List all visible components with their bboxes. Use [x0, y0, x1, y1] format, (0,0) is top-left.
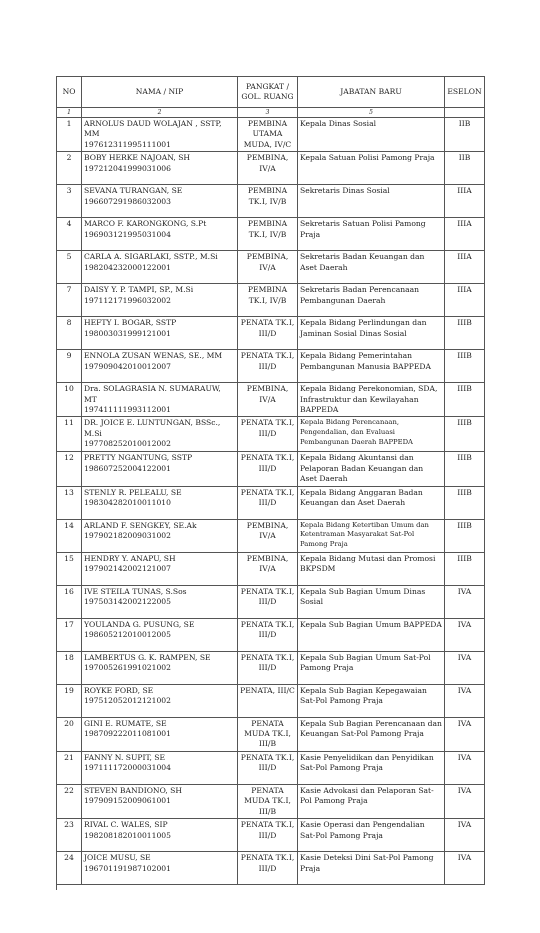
- table-row: [57, 350, 485, 383]
- employee-name: IVE STEILA TUNAS, S.Sos: [84, 586, 187, 596]
- name-nip-cell: [82, 383, 238, 417]
- employee-name: CARLA A. SIGARLAKI, SSTP., M.Si: [84, 252, 218, 262]
- name-nip-cell: [82, 417, 238, 452]
- employee-nip: 197112171996032002: [84, 295, 171, 305]
- rank-grade: PENATA TK.I, III/D: [238, 751, 298, 784]
- rank-grade: PENATA TK.I, III/D: [238, 618, 298, 651]
- table-row: [57, 651, 485, 684]
- new-position: Kasie Penyelidikan dan Penyidikan Sat-Pol Pamong Praja: [298, 751, 445, 784]
- row-number: 17: [57, 618, 82, 651]
- employee-nip: 198607252004122001: [84, 463, 171, 473]
- table-row: [57, 284, 485, 317]
- echelon: IIB: [445, 118, 485, 152]
- echelon: IIIA: [445, 218, 485, 251]
- column-number: 5: [298, 108, 445, 118]
- table-row: [57, 317, 485, 350]
- echelon: IVA: [445, 618, 485, 651]
- new-position: Kepala Sub Bagian Kepegawaian Sat-Pol Pamong Praja: [298, 684, 445, 717]
- rank-grade: PENATA MUDA TK.I, III/B: [238, 784, 298, 818]
- header-row: [57, 77, 485, 108]
- table-row: [57, 251, 485, 284]
- table-row: [57, 585, 485, 618]
- echelon: IIIB: [445, 417, 485, 452]
- employee-nip: 198709222011081001: [84, 729, 171, 739]
- new-position: Sekretaris Badan Keuangan dan Aset Daerah: [298, 251, 445, 284]
- row-number: 24: [57, 852, 82, 885]
- table-row: [57, 152, 485, 185]
- echelon: IIIA: [445, 284, 485, 317]
- row-number: 13: [57, 486, 82, 519]
- table-row: [57, 486, 485, 519]
- name-nip-cell: [82, 284, 238, 317]
- echelon: IIIB: [445, 486, 485, 519]
- echelon: IIIA: [445, 251, 485, 284]
- employee-nip: 196701191987102001: [84, 863, 171, 873]
- employee-name: JOICE MUSU, SE: [84, 853, 151, 863]
- rank-grade: PEMBINA, IV/A: [238, 152, 298, 185]
- employee-name: FANNY N. SUPIT, SE: [84, 752, 166, 762]
- row-number: 14: [57, 519, 82, 552]
- name-nip-cell: [82, 486, 238, 519]
- rank-grade: PEMBINA TK.I, IV/B: [238, 185, 298, 218]
- table-row: [57, 717, 485, 751]
- table-row: [57, 218, 485, 251]
- employee-name: Dra. SOLAGRASIA N. SUMARAUW, MT: [84, 384, 221, 404]
- rank-grade: PENATA TK.I, III/D: [238, 651, 298, 684]
- row-number: 8: [57, 317, 82, 350]
- name-nip-cell: [82, 784, 238, 818]
- rank-grade: PENATA TK.I, III/D: [238, 585, 298, 618]
- new-position: Sekretaris Satuan Polisi Pamong Praja: [298, 218, 445, 251]
- new-position: Sekretaris Dinas Sosial: [298, 185, 445, 218]
- header-eselon: ESELON: [445, 77, 485, 108]
- employee-nip: 197111172000031004: [84, 763, 171, 773]
- table-continuation-line: [56, 880, 57, 890]
- employee-nip: 198003031999121001: [84, 328, 171, 338]
- employee-name: ROYKE FORD, SE: [84, 685, 154, 695]
- new-position: Kepala Bidang Akuntansi dan Pelaporan Badan Keuangan dan Aset Daerah: [298, 452, 445, 486]
- rank-grade: PENATA MUDA TK.I, III/B: [238, 717, 298, 751]
- echelon: IIIB: [445, 519, 485, 552]
- employee-name: PRETTY NGANTUNG, SSTP: [84, 453, 193, 463]
- echelon: IVA: [445, 819, 485, 852]
- employee-name: BOBY HERKE NAJOAN, SH: [84, 153, 191, 163]
- employee-nip: 197909042010012007: [84, 361, 171, 371]
- header-pangkat: PANGKAT / GOL. RUANG: [238, 77, 298, 108]
- name-nip-cell: [82, 152, 238, 185]
- name-nip-cell: [82, 618, 238, 651]
- employee-name: YOULANDA G. PUSUNG, SE: [84, 619, 195, 629]
- row-number: 10: [57, 383, 82, 417]
- employee-name: MARCO F. KARONGKONG, S.Pt: [84, 219, 207, 229]
- column-number-row: [57, 108, 485, 118]
- employee-nip: 198204232000122001: [84, 262, 171, 272]
- new-position: Kepala Bidang Ketertiban Umum dan Ketentraman Masyarakat Sat-Pol Pamong Praja: [298, 519, 445, 552]
- table-row: [57, 185, 485, 218]
- name-nip-cell: [82, 350, 238, 383]
- echelon: IIB: [445, 152, 485, 185]
- new-position: Kepala Bidang Perencanaan, Pengendalian, dan Evaluasi Pembangunan Daerah BAPPEDA: [298, 417, 445, 452]
- echelon: IVA: [445, 784, 485, 818]
- name-nip-cell: [82, 519, 238, 552]
- row-number: 19: [57, 684, 82, 717]
- rank-grade: PEMBINA TK.I, IV/B: [238, 284, 298, 317]
- echelon: IIIB: [445, 552, 485, 585]
- employee-nip: 198605212010012005: [84, 630, 171, 640]
- employee-name: ARNOLUS DAUD WOLAJAN , SSTP, MM: [84, 119, 222, 139]
- rank-grade: PEMBINA UTAMA MUDA, IV/C: [238, 118, 298, 152]
- row-number: 1: [57, 118, 82, 152]
- new-position: Kepala Sub Bagian Umum Dinas Sosial: [298, 585, 445, 618]
- row-number: 2: [57, 152, 82, 185]
- echelon: IIIB: [445, 317, 485, 350]
- row-number: 20: [57, 717, 82, 751]
- employee-name: DAISY Y. P. TAMPI, SP., M.Si: [84, 285, 194, 295]
- name-nip-cell: [82, 317, 238, 350]
- row-number: 22: [57, 784, 82, 818]
- table-row: [57, 751, 485, 784]
- personnel-table: [56, 76, 485, 885]
- employee-nip: 197212041999031006: [84, 163, 171, 173]
- name-nip-cell: [82, 452, 238, 486]
- rank-grade: PENATA TK.I, III/D: [238, 417, 298, 452]
- employee-name: SEVANA TURANGAN, SE: [84, 186, 183, 196]
- name-nip-cell: [82, 585, 238, 618]
- row-number: 15: [57, 552, 82, 585]
- rank-grade: PEMBINA, IV/A: [238, 519, 298, 552]
- table-row: [57, 383, 485, 417]
- rank-grade: PEMBINA, IV/A: [238, 383, 298, 417]
- row-number: 11: [57, 417, 82, 452]
- row-number: 21: [57, 751, 82, 784]
- table-row: [57, 784, 485, 818]
- new-position: Kasie Advokasi dan Pelaporan Sat-Pol Pamong Praja: [298, 784, 445, 818]
- employee-nip: 197902182009031002: [84, 531, 171, 541]
- employee-name: HENDRY Y. ANAPU, SH: [84, 553, 176, 563]
- employee-nip: 197503142002122005: [84, 597, 171, 607]
- name-nip-cell: [82, 751, 238, 784]
- employee-nip: 196607291986032003: [84, 196, 171, 206]
- rank-grade: PENATA TK.I, III/D: [238, 852, 298, 885]
- name-nip-cell: [82, 218, 238, 251]
- name-nip-cell: [82, 717, 238, 751]
- rank-grade: PENATA TK.I, III/D: [238, 819, 298, 852]
- name-nip-cell: [82, 185, 238, 218]
- rank-grade: PENATA TK.I, III/D: [238, 452, 298, 486]
- new-position: Kepala Bidang Mutasi dan Promosi BKPSDM: [298, 552, 445, 585]
- echelon: IVA: [445, 717, 485, 751]
- name-nip-cell: [82, 651, 238, 684]
- new-position: Kepala Dinas Sosial: [298, 118, 445, 152]
- header-nama-nip: NAMA / NIP: [82, 77, 238, 108]
- table-row: [57, 852, 485, 885]
- echelon: IIIB: [445, 383, 485, 417]
- echelon: IIIB: [445, 452, 485, 486]
- employee-nip: 197512052012121002: [84, 696, 171, 706]
- employee-nip: 197005261991021002: [84, 663, 171, 673]
- echelon: IIIB: [445, 350, 485, 383]
- name-nip-cell: [82, 118, 238, 152]
- employee-name: GINI E. RUMATE, SE: [84, 718, 167, 728]
- employee-nip: 197909152009061001: [84, 796, 171, 806]
- employee-nip: 197411111993112001: [84, 405, 171, 415]
- table-row: [57, 417, 485, 452]
- name-nip-cell: [82, 684, 238, 717]
- new-position: Sekretaris Badan Perencanaan Pembangunan Daerah: [298, 284, 445, 317]
- table-row: [57, 618, 485, 651]
- employee-nip: 197708252010012002: [84, 439, 171, 449]
- name-nip-cell: [82, 852, 238, 885]
- row-number: 18: [57, 651, 82, 684]
- employee-name: HEFTY I. BOGAR, SSTP: [84, 318, 177, 328]
- employee-name: ARLAND F. SENGKEY, SE.Ak: [84, 520, 197, 530]
- name-nip-cell: [82, 819, 238, 852]
- new-position: Kepala Bidang Pemerintahan Pembangunan Manusia BAPPEDA: [298, 350, 445, 383]
- table-row: [57, 118, 485, 152]
- table-row: [57, 819, 485, 852]
- employee-nip: 198304282010011010: [84, 498, 171, 508]
- new-position: Kasie Deteksi Dini Sat-Pol Pamong Praja: [298, 852, 445, 885]
- new-position: Kepala Sub Bagian Umum Sat-Pol Pamong Praja: [298, 651, 445, 684]
- employee-name: ENNOLA ZUSAN WENAS, SE., MM: [84, 351, 223, 361]
- row-number: 12: [57, 452, 82, 486]
- column-number: 2: [82, 108, 238, 118]
- row-number: 9: [57, 350, 82, 383]
- new-position: Kepala Sub Bagian Umum BAPPEDA: [298, 618, 445, 651]
- employee-name: DR. JOICE E. LUNTUNGAN, BSSc., M.Si: [84, 418, 221, 438]
- employee-name: STEVEN BANDIONO, SH: [84, 785, 182, 795]
- name-nip-cell: [82, 251, 238, 284]
- new-position: Kasie Operasi dan Pengendalian Sat-Pol Pamong Praja: [298, 819, 445, 852]
- document-page: [56, 76, 484, 885]
- employee-name: STENLY R. PELEALU, SE: [84, 487, 182, 497]
- name-nip-cell: [82, 552, 238, 585]
- echelon: IVA: [445, 852, 485, 885]
- echelon: IIIA: [445, 185, 485, 218]
- row-number: 5: [57, 251, 82, 284]
- row-number: 3: [57, 185, 82, 218]
- new-position: Kepala Bidang Anggaran Badan Keuangan dan Aset Daerah: [298, 486, 445, 519]
- employee-nip: 197612311995111001: [84, 139, 171, 149]
- row-number: 16: [57, 585, 82, 618]
- new-position: Kepala Satuan Polisi Pamong Praja: [298, 152, 445, 185]
- employee-name: RIVAL C. WALES, SIP: [84, 820, 168, 830]
- row-number: 23: [57, 819, 82, 852]
- rank-grade: PENATA TK.I, III/D: [238, 317, 298, 350]
- header-no: NO: [57, 77, 82, 108]
- echelon: IVA: [445, 585, 485, 618]
- column-number: [445, 108, 485, 118]
- rank-grade: PENATA, III/C: [238, 684, 298, 717]
- column-number: 1: [57, 108, 82, 118]
- table-row: [57, 452, 485, 486]
- rank-grade: PEMBINA TK.I, IV/B: [238, 218, 298, 251]
- new-position: Kepala Bidang Perekonomian, SDA, Infrastruktur dan Kewilayahan BAPPEDA: [298, 383, 445, 417]
- row-number: 7: [57, 284, 82, 317]
- rank-grade: PENATA TK.I, III/D: [238, 350, 298, 383]
- new-position: Kepala Sub Bagian Perencanaan dan Keuangan Sat-Pol Pamong Praja: [298, 717, 445, 751]
- rank-grade: PEMBINA, IV/A: [238, 552, 298, 585]
- echelon: IVA: [445, 751, 485, 784]
- echelon: IVA: [445, 651, 485, 684]
- employee-nip: 196903121995031004: [84, 229, 171, 239]
- rank-grade: PENATA TK.I, III/D: [238, 486, 298, 519]
- echelon: IVA: [445, 684, 485, 717]
- rank-grade: PEMBINA, IV/A: [238, 251, 298, 284]
- row-number: 4: [57, 218, 82, 251]
- table-row: [57, 684, 485, 717]
- employee-nip: 198208182010011005: [84, 830, 171, 840]
- employee-nip: 197902142002121007: [84, 564, 171, 574]
- table-row: [57, 519, 485, 552]
- header-jabatan: JABATAN BARU: [298, 77, 445, 108]
- new-position: Kepala Bidang Perlindungan dan Jaminan Sosial Dinas Sosial: [298, 317, 445, 350]
- table-row: [57, 552, 485, 585]
- employee-name: LAMBERTUS G. K. RAMPEN, SE: [84, 652, 211, 662]
- column-number: 3: [238, 108, 298, 118]
